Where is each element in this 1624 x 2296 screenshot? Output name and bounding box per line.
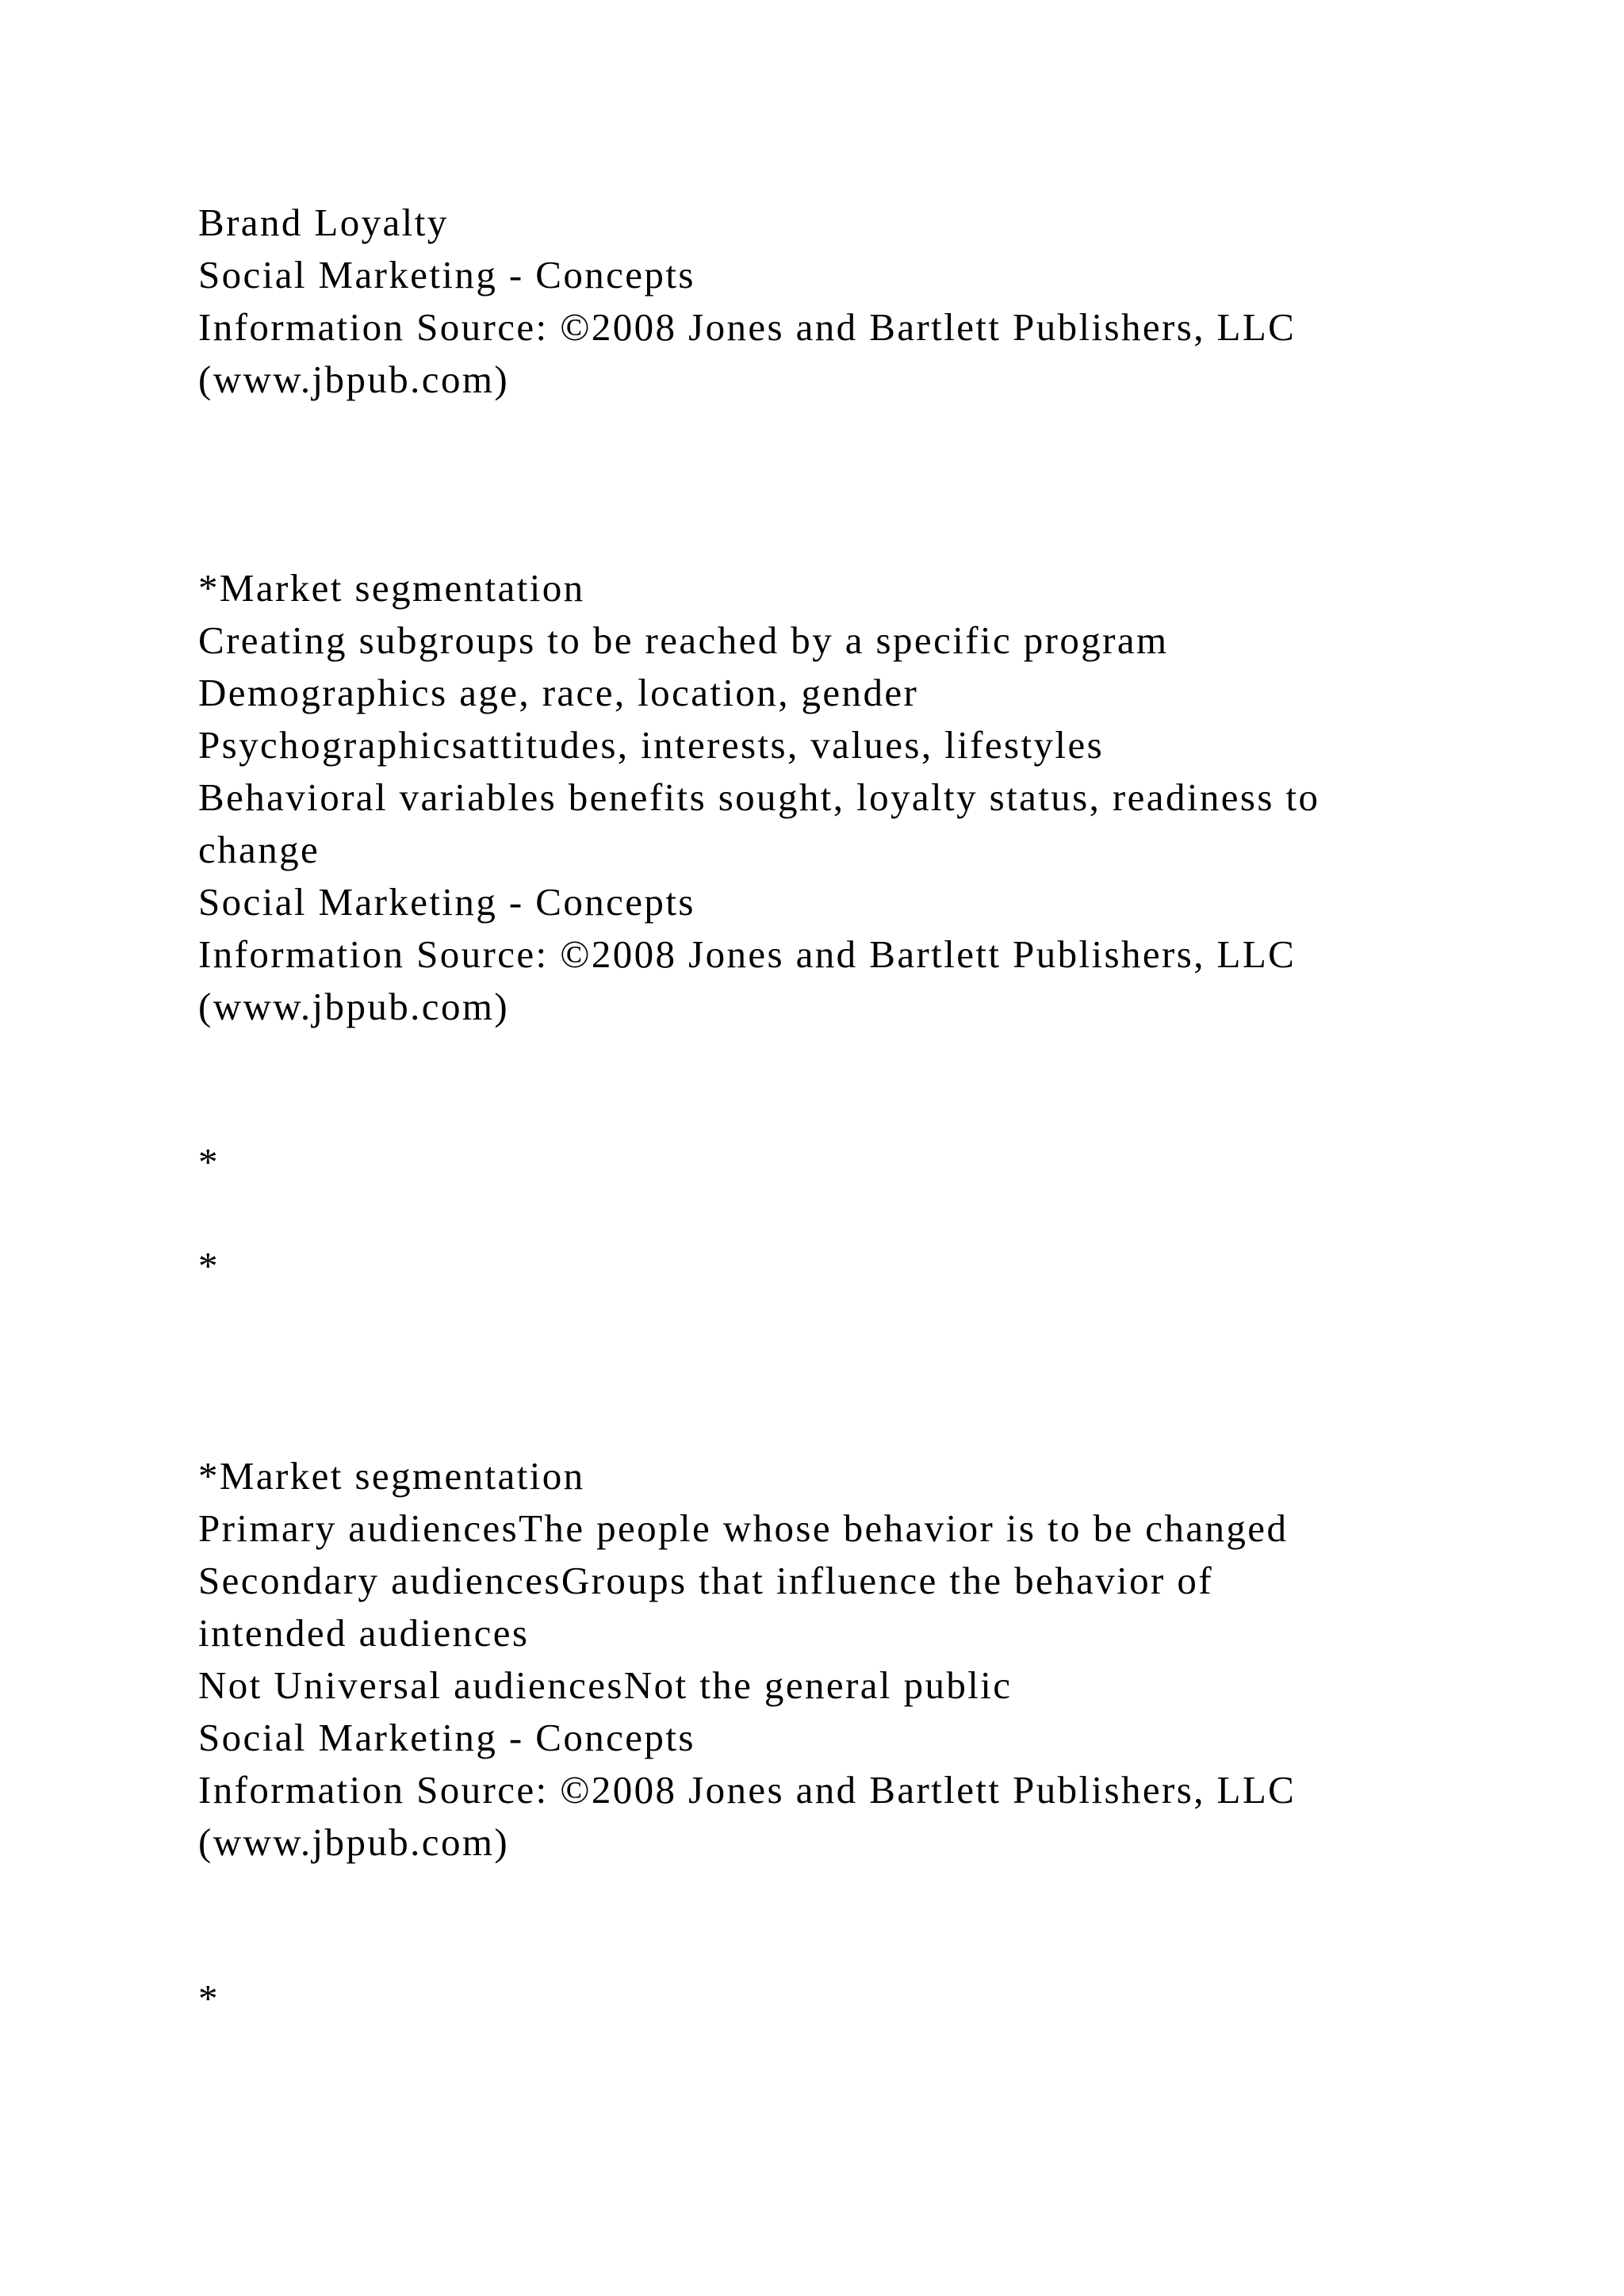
text-line: Social Marketing - Concepts	[198, 880, 695, 924]
text-line: *	[198, 1976, 220, 2020]
text-line: (www.jbpub.com)	[198, 1820, 510, 1864]
text-line: (www.jbpub.com)	[198, 358, 510, 401]
text-line: Information Source: ©2008 Jones and Bartlett Publishers, LLC	[198, 932, 1297, 976]
text-line: Psychographicsattitudes, interests, values, lifestyles	[198, 723, 1105, 767]
text-line: *Market segmentation	[198, 566, 585, 610]
text-line: Primary audiencesThe people whose behavior is to be changed	[198, 1506, 1289, 1550]
text-line: change	[198, 828, 320, 871]
text-line: Brand Loyalty	[198, 201, 449, 244]
text-line: (www.jbpub.com)	[198, 985, 510, 1028]
text-line: Social Marketing - Concepts	[198, 253, 695, 297]
text-line: Social Marketing - Concepts	[198, 1716, 695, 1759]
text-line: Not Universal audiencesNot the general public	[198, 1663, 1013, 1707]
text-line: Creating subgroups to be reached by a specific program	[198, 618, 1169, 662]
text-line: *Market segmentation	[198, 1454, 585, 1498]
text-line: *	[198, 1244, 220, 1288]
text-line: *	[198, 1140, 220, 1184]
text-line: Secondary audiencesGroups that influence the behavior of	[198, 1559, 1214, 1602]
text-line: Behavioral variables benefits sought, loyalty status, readiness to	[198, 775, 1320, 819]
text-line: intended audiences	[198, 1611, 530, 1655]
text-line: Information Source: ©2008 Jones and Bartlett Publishers, LLC	[198, 305, 1297, 349]
text-line: Information Source: ©2008 Jones and Bartlett Publishers, LLC	[198, 1768, 1297, 1812]
text-line: Demographics age, race, location, gender	[198, 671, 919, 714]
